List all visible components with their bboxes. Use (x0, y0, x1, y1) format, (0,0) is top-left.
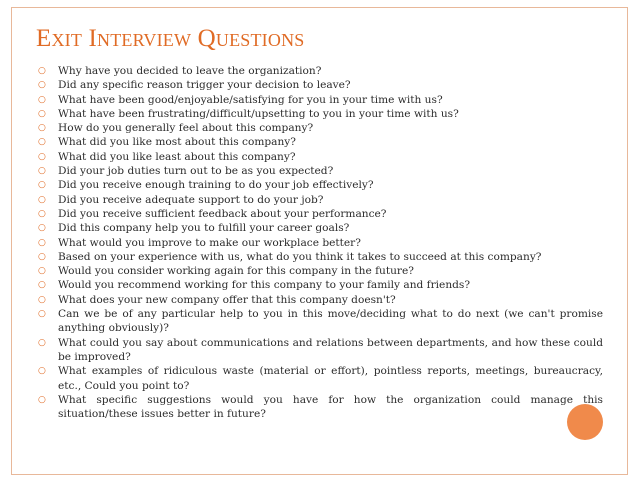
question-text: What have been good/enjoyable/satisfying for you in your time with us? (58, 93, 443, 106)
question-text: How do you generally feel about this company? (58, 122, 314, 135)
question-text: Based on your experience with us, what do you think it takes to succeed at this company? (58, 250, 542, 263)
circle-outline-bullet-icon: ○ (38, 94, 46, 105)
question-text: What does your new company offer that this company doesn't? (58, 293, 396, 306)
circle-outline-bullet-icon: ○ (38, 108, 46, 119)
slide-title: Exit Interview Questions (36, 25, 305, 52)
question-text: What specific suggestions would you have for how the organization could manage this situation/these issues better in future? (58, 393, 603, 421)
question-item (38, 221, 603, 235)
question-text: Did you receive adequate support to do your job? (58, 193, 324, 206)
question-item (38, 278, 603, 292)
question-text: What could you say about communications and relations between departments, and how these could be improved? (58, 336, 603, 363)
question-item (38, 264, 603, 278)
question-item (38, 107, 603, 121)
question-text: Why have you decided to leave the organization? (58, 65, 322, 77)
circle-outline-bullet-icon: ○ (38, 137, 46, 148)
circle-outline-bullet-icon: ○ (38, 208, 46, 219)
circle-outline-bullet-icon: ○ (38, 266, 46, 277)
circle-outline-bullet-icon: ○ (38, 180, 46, 191)
question-text: Did you receive sufficient feedback about your performance? (58, 207, 387, 220)
question-item (38, 236, 603, 250)
circle-outline-bullet-icon: ○ (38, 366, 46, 377)
question-text: Would you consider working again for this company in the future? (58, 265, 414, 278)
question-item (38, 207, 603, 221)
question-item (38, 307, 603, 336)
question-text: What did you like most about this company? (58, 136, 296, 149)
question-item (38, 150, 603, 164)
question-list (38, 64, 603, 421)
circle-outline-bullet-icon: ○ (38, 166, 46, 177)
question-text: Would you recommend working for this company to your family and friends? (58, 279, 471, 292)
circle-outline-bullet-icon: ○ (38, 151, 46, 162)
circle-outline-bullet-icon: ○ (38, 194, 46, 205)
question-item (38, 78, 603, 92)
question-item (38, 164, 603, 178)
question-text: What examples of ridiculous waste (material or effort), pointless reports, meetings, bureaucracy, etc., Could you point to? (58, 365, 603, 392)
circle-outline-bullet-icon: ○ (38, 309, 46, 320)
circle-outline-bullet-icon: ○ (38, 251, 46, 262)
circle-outline-bullet-icon: ○ (38, 337, 46, 348)
circle-outline-bullet-icon: ○ (38, 280, 46, 291)
question-text: Did any specific reason trigger your decision to leave? (58, 79, 351, 92)
question-item (38, 64, 603, 78)
question-text: What have been frustrating/difficult/upsetting to you in your time with us? (58, 107, 459, 120)
question-item (38, 336, 603, 365)
circle-outline-bullet-icon: ○ (38, 394, 46, 405)
question-item (38, 293, 603, 307)
circle-outline-bullet-icon: ○ (38, 223, 46, 234)
circle-outline-bullet-icon: ○ (38, 80, 46, 91)
question-item (38, 193, 603, 207)
question-item (38, 178, 603, 192)
circle-outline-bullet-icon: ○ (38, 294, 46, 305)
question-text: Did your job duties turn out to be as you expected? (58, 165, 334, 178)
question-item (38, 393, 603, 422)
circle-outline-bullet-icon: ○ (38, 237, 46, 248)
question-item (38, 135, 603, 149)
question-item (38, 121, 603, 135)
question-item (38, 364, 603, 393)
question-item (38, 250, 603, 264)
question-text: Did you receive enough training to do your job effectively? (58, 179, 374, 192)
circle-outline-bullet-icon: ○ (38, 66, 46, 76)
question-item (38, 93, 603, 107)
question-text: What did you like least about this company? (58, 150, 296, 163)
question-text: What would you improve to make our workplace better? (58, 236, 361, 249)
question-text: Can we be of any particular help to you in this move/deciding what to do next (we can't promise anything obviously)? (58, 308, 603, 335)
question-text: Did this company help you to fulfill your career goals? (58, 222, 350, 235)
circle-outline-bullet-icon: ○ (38, 123, 46, 134)
